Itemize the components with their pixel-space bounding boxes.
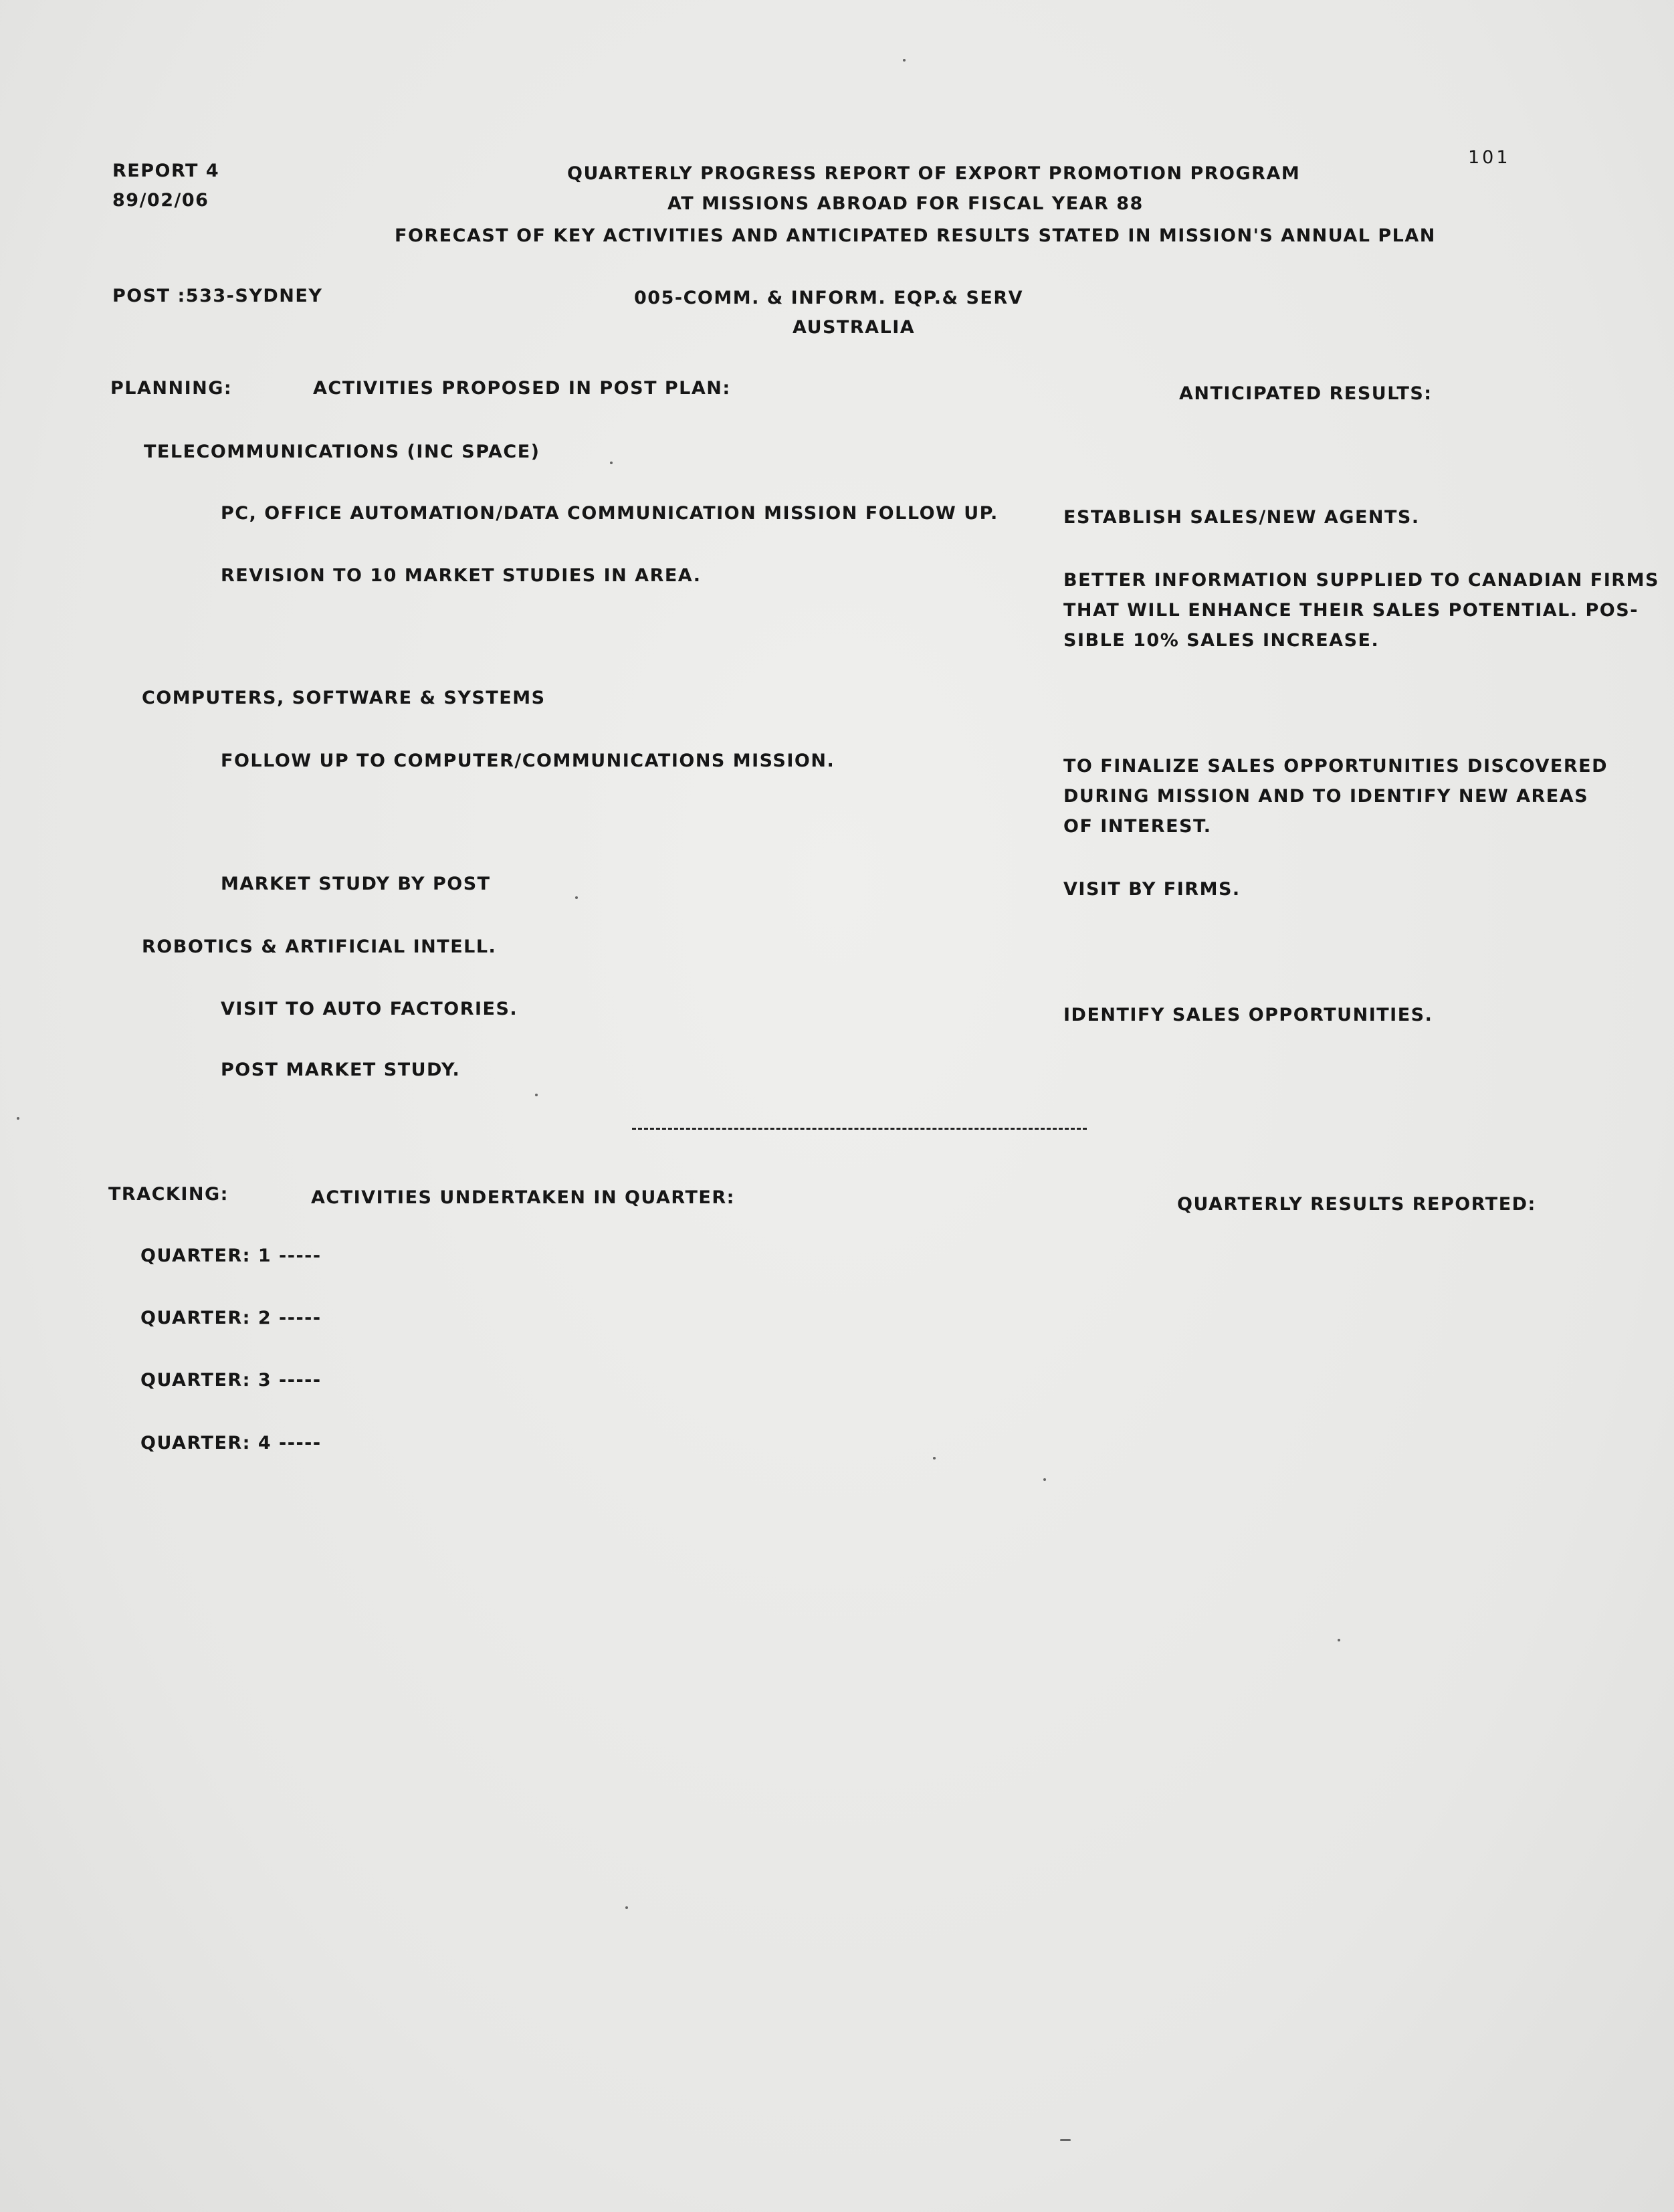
- planning-activities-header: ACTIVITIES PROPOSED IN POST PLAN:: [313, 378, 731, 399]
- result-item: THAT WILL ENHANCE THEIR SALES POTENTIAL. POS-: [1063, 600, 1639, 621]
- scan-speck: [535, 1094, 538, 1096]
- report-title-line2: AT MISSIONS ABROAD FOR FISCAL YEAR 88: [667, 193, 1144, 214]
- scan-speck: [933, 1457, 936, 1460]
- scan-speck: [903, 59, 906, 62]
- post-label: POST :533-SYDNEY: [112, 286, 323, 306]
- scan-speck: [1060, 2139, 1071, 2141]
- quarter-entry: QUARTER: 4 -----: [140, 1433, 322, 1453]
- activity-item: VISIT TO AUTO FACTORIES.: [221, 999, 518, 1019]
- sector-heading: COMPUTERS, SOFTWARE & SYSTEMS: [142, 688, 546, 708]
- planning-label: PLANNING:: [110, 378, 233, 399]
- result-item: OF INTEREST.: [1063, 816, 1212, 837]
- activity-item: FOLLOW UP TO COMPUTER/COMMUNICATIONS MISSION.: [221, 750, 835, 771]
- result-item: VISIT BY FIRMS.: [1063, 879, 1241, 900]
- scan-speck: [575, 896, 578, 899]
- result-item: IDENTIFY SALES OPPORTUNITIES.: [1063, 1005, 1433, 1025]
- quarter-entry: QUARTER: 2 -----: [140, 1308, 322, 1328]
- tracking-results-header: QUARTERLY RESULTS REPORTED:: [1177, 1194, 1536, 1215]
- page-number: 101: [1468, 147, 1511, 168]
- result-item: SIBLE 10% SALES INCREASE.: [1063, 630, 1380, 651]
- bleed-through-mark: [495, 140, 1097, 161]
- result-item: DURING MISSION AND TO IDENTIFY NEW AREAS: [1063, 786, 1589, 807]
- sector-label: 005-COMM. & INFORM. EQP.& SERV: [634, 288, 1024, 308]
- result-item: ESTABLISH SALES/NEW AGENTS.: [1063, 507, 1420, 528]
- activity-item: PC, OFFICE AUTOMATION/DATA COMMUNICATION MISSION FOLLOW UP.: [221, 503, 999, 524]
- scan-speck: [1043, 1478, 1046, 1481]
- scan-speck: [625, 1906, 628, 1909]
- tracking-activities-header: ACTIVITIES UNDERTAKEN IN QUARTER:: [311, 1187, 735, 1208]
- report-date: 89/02/06: [112, 190, 209, 211]
- activity-item: POST MARKET STUDY.: [221, 1060, 461, 1080]
- quarter-entry: QUARTER: 3 -----: [140, 1370, 322, 1391]
- planning-results-header: ANTICIPATED RESULTS:: [1179, 383, 1433, 404]
- report-title-line1: QUARTERLY PROGRESS REPORT OF EXPORT PROMOTION PROGRAM: [567, 163, 1301, 184]
- section-divider: [632, 1128, 1087, 1130]
- country-label: AUSTRALIA: [793, 317, 916, 338]
- activity-item: MARKET STUDY BY POST: [221, 874, 491, 894]
- activity-item: REVISION TO 10 MARKET STUDIES IN AREA.: [221, 565, 702, 586]
- result-item: BETTER INFORMATION SUPPLIED TO CANADIAN FIRMS: [1063, 570, 1659, 591]
- result-item: TO FINALIZE SALES OPPORTUNITIES DISCOVERED: [1063, 756, 1608, 777]
- tracking-label: TRACKING:: [108, 1184, 229, 1205]
- report-number: REPORT 4: [112, 161, 220, 181]
- scan-speck: [17, 1117, 19, 1120]
- sector-heading: TELECOMMUNICATIONS (INC SPACE): [144, 441, 540, 462]
- scan-speck: [1338, 1639, 1340, 1641]
- scan-speck: [610, 462, 613, 464]
- report-title-line3: FORECAST OF KEY ACTIVITIES AND ANTICIPATED RESULTS STATED IN MISSION'S ANNUAL PLAN: [395, 225, 1436, 246]
- quarter-entry: QUARTER: 1 -----: [140, 1245, 322, 1266]
- sector-heading: ROBOTICS & ARTIFICIAL INTELL.: [142, 936, 497, 957]
